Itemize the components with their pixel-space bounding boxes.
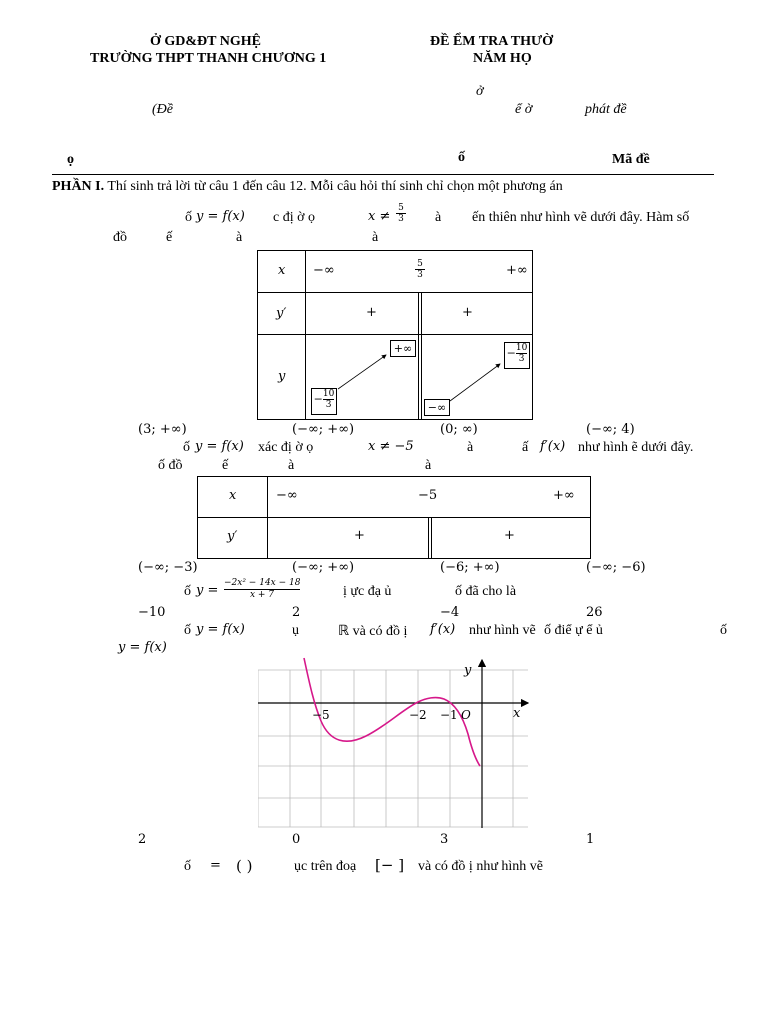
q2-text-l2c: à: [288, 458, 295, 473]
header-year: NĂM HỌ: [473, 51, 532, 66]
q2-domain: x ≠ −5: [368, 439, 414, 454]
q1-text-l2b: ế: [166, 230, 173, 245]
q1-y-box2: +∞: [390, 340, 416, 357]
q3-answer-b[interactable]: 2: [292, 605, 301, 620]
q5-text-d: ục trên đoạ: [294, 859, 357, 874]
q1-y-box1-den: 3: [323, 399, 334, 410]
student-name-label: ọ: [67, 152, 74, 167]
q1-arrow-up-1: [338, 355, 386, 389]
q2-yp-label: y′: [227, 529, 238, 544]
q1-text-f: ến thiên như hình vẽ dưới đây. Hàm số: [472, 210, 690, 225]
q4-function-line2: y = f(x): [118, 640, 167, 655]
q4-function: y = f(x): [196, 622, 245, 637]
q2-text-f: ấ: [522, 440, 529, 455]
q1-variation-table: [257, 250, 533, 420]
q1-answer-c[interactable]: (0; ∞): [440, 422, 478, 437]
q1-answer-a[interactable]: (3; +∞): [138, 422, 187, 437]
q2-answer-d[interactable]: (−∞; −6): [586, 560, 646, 575]
q4-tick-m1: −1: [440, 708, 458, 722]
q2-text-e: à: [467, 440, 474, 455]
q1-frac-num: 5: [398, 203, 404, 213]
q4-text-a: ố: [184, 623, 191, 638]
q4-derivative-graph: [258, 656, 533, 831]
header-exam-title: ĐỀ ỂM TRA THƯỜ: [430, 34, 554, 49]
header-line3-mid2: ể ờ: [515, 102, 533, 117]
q4-tick-m5: −5: [312, 708, 330, 722]
q2-x-left: −∞: [276, 488, 298, 503]
q1-y-box3-den: 3: [516, 353, 527, 364]
q1-y-box3-num: 10: [515, 343, 528, 353]
q4-tick-m2: −2: [409, 708, 427, 722]
q4-answer-b[interactable]: 0: [292, 832, 301, 847]
header-school: TRƯỜNG THPT THANH CHƯƠNG 1: [90, 51, 327, 66]
q4-text-d: ℝ và có đồ ị: [338, 624, 408, 639]
q2-text-l2b: ế: [222, 458, 229, 473]
q2-text-a: ố: [183, 440, 190, 455]
header-divider: [52, 174, 714, 175]
q3-frac-num: −2x² − 14x − 18: [224, 578, 301, 588]
q3-fraction: [224, 578, 300, 601]
q4-grid: [258, 670, 528, 827]
header-dept: Ở GD&ĐT NGHỆ: [150, 34, 261, 49]
q1-text-l2d: à: [372, 230, 379, 245]
part1-text: Thí sinh trả lời từ câu 1 đến câu 12. Mỗi câu hỏi thí sinh chỉ chọn một phương án: [107, 179, 563, 194]
q2-sign-table: [197, 476, 591, 559]
part1-label: PHẦN I.: [52, 179, 105, 194]
q2-answer-b[interactable]: (−∞; +∞): [292, 560, 355, 575]
q4-text-f: như hình vẽ: [469, 623, 536, 638]
q1-y-box1-sign: −: [313, 392, 323, 406]
q4-derivative: f′(x): [430, 622, 456, 637]
q5-paren: ( ): [236, 857, 253, 875]
q4-y-label: y: [464, 663, 472, 678]
q5-interval: [− ]: [375, 856, 405, 874]
q1-text-l2c: à: [236, 230, 243, 245]
q5-text-f: và có đồ ị như hình vẽ: [418, 859, 544, 874]
q1-arrows: [258, 251, 532, 419]
q1-text-l2a: đồ: [113, 230, 127, 245]
q2-text-l2d: à: [425, 458, 432, 473]
q1-x-left: −∞: [313, 263, 335, 278]
q2-answer-a[interactable]: (−∞; −3): [138, 560, 198, 575]
q1-x-right: +∞: [506, 263, 528, 278]
q1-text-e: à: [435, 210, 442, 225]
q1-answer-d[interactable]: (−∞; 4): [586, 422, 635, 437]
q1-text-a: ố: [185, 210, 192, 225]
q3-answer-c[interactable]: −4: [440, 605, 460, 620]
q4-answer-c[interactable]: 3: [440, 832, 449, 847]
q1-x-label: x: [278, 263, 286, 278]
q1-domain: x ≠: [368, 209, 391, 224]
q1-y-label: y: [278, 369, 286, 384]
header-line3-mid1: ở: [476, 84, 484, 99]
q4-x-label: x: [513, 706, 521, 721]
q4-answer-d[interactable]: 1: [586, 832, 595, 847]
q1-sign1: +: [366, 305, 377, 320]
part1-instruction: [52, 179, 563, 195]
q2-x-right: +∞: [553, 488, 575, 503]
q1-frac-den: 3: [396, 213, 406, 224]
q3-answer-d[interactable]: 26: [586, 605, 603, 620]
q1-function: y = f(x): [196, 209, 245, 224]
q1-answer-b[interactable]: (−∞; +∞): [292, 422, 355, 437]
q3-function-lhs: y =: [196, 583, 219, 598]
q1-sign2: +: [462, 305, 473, 320]
student-number-label: ố: [458, 150, 465, 165]
q1-x-mid-den: 3: [415, 269, 425, 280]
q2-sign2: +: [504, 528, 515, 543]
q2-text-h: như hình ẽ dưới đây.: [578, 440, 694, 455]
q2-sign1: +: [354, 528, 365, 543]
q3-text-a: ố: [184, 584, 191, 599]
q2-x-mid: −5: [418, 488, 438, 503]
q2-text-l2a: ố đồ: [158, 458, 183, 473]
q5-equals: =: [210, 858, 221, 873]
q4-text-c: ụ: [292, 623, 299, 638]
q2-answer-c[interactable]: (−6; +∞): [440, 560, 500, 575]
q3-frac-den: x + 7: [224, 589, 300, 601]
q1-y-box1-num: 10: [322, 389, 335, 399]
q1-y-box4: −∞: [424, 399, 450, 416]
q1-yp-label: y′: [276, 306, 287, 321]
q2-function: y = f(x): [195, 439, 244, 454]
header-line3-left: (Đề: [152, 102, 173, 117]
q1-fraction: [396, 203, 406, 224]
q1-y-box3-sign: −: [506, 346, 516, 360]
q4-origin: O: [461, 708, 471, 722]
q4-text-g: ố điể ự ể ủ: [544, 623, 603, 638]
q4-answer-a[interactable]: 2: [138, 832, 147, 847]
q3-text-c: ị ực đạ ủ: [343, 584, 392, 599]
q1-arrow-up-2: [450, 364, 500, 401]
exam-code-label: Mã đề: [612, 152, 650, 167]
q5-text-a: ố: [184, 859, 191, 874]
q2-derivative: f′(x): [540, 439, 566, 454]
q1-x-mid-num: 5: [417, 259, 423, 269]
q1-text-c: c đị ờ ọ: [273, 210, 316, 225]
q4-text-h: ố: [720, 623, 727, 638]
q3-text-d: ố đã cho là: [455, 584, 517, 599]
header-line3-right: phát đề: [585, 102, 627, 117]
q3-answer-a[interactable]: −10: [138, 605, 166, 620]
q2-x-label: x: [229, 488, 237, 503]
q2-text-c: xác đị ờ ọ: [258, 440, 314, 455]
